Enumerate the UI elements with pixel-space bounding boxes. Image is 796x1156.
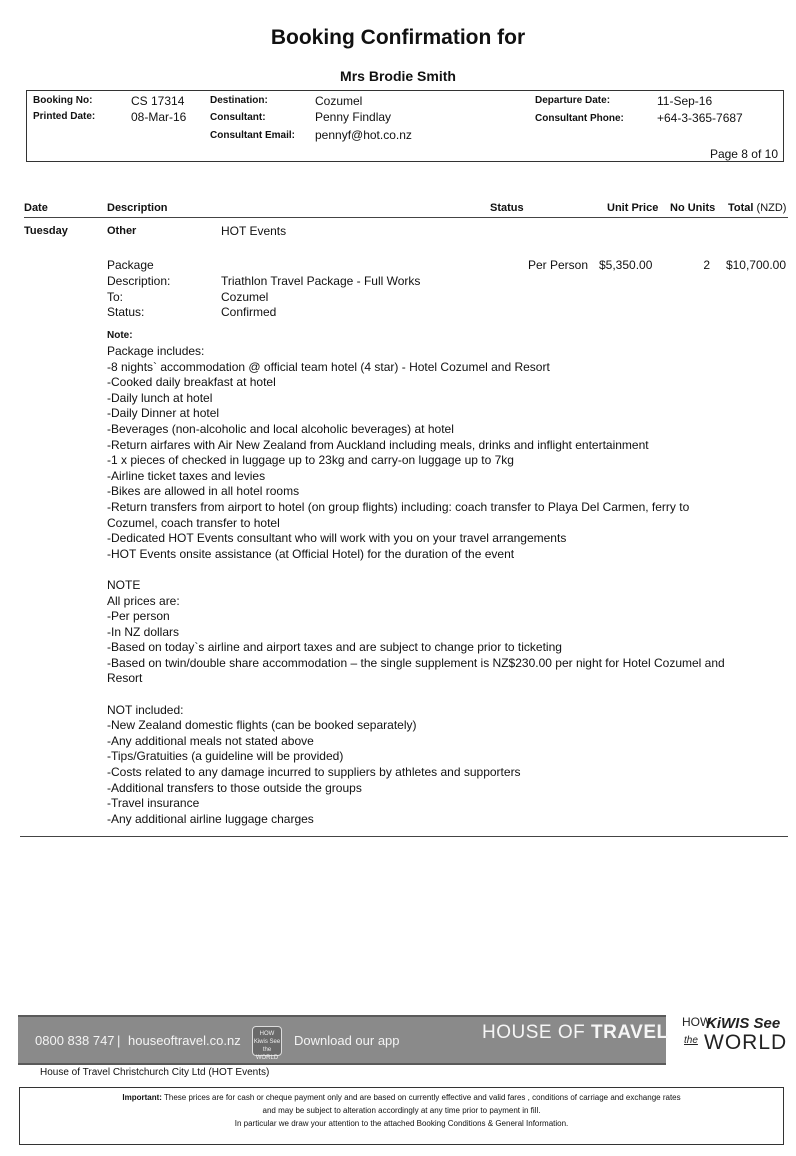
col-description-header: Description (107, 202, 168, 214)
important-line-2: and may be subject to alteration accordingly at any time prior to payment in fill. (262, 1106, 541, 1115)
col-unit-price-header: Unit Price (607, 202, 659, 214)
footer-website[interactable]: houseoftravel.co.nz (128, 1033, 241, 1048)
row-units: 2 (703, 258, 710, 272)
to-value: Cozumel (221, 290, 269, 304)
booking-no-value: CS 17314 (131, 94, 185, 108)
header-divider (24, 217, 788, 218)
consultant-value: Penny Findlay (315, 110, 392, 124)
row-per: Per Person (528, 258, 589, 272)
note-line: -Based on today`s airline and airport taxes and are subject to change prior to ticketing (107, 640, 562, 655)
note-line: -Additional transfers to those outside the groups (107, 780, 362, 795)
status-value: Confirmed (221, 305, 277, 319)
note-line: -1 x pieces of checked in luggage up to 23kg and carry-on luggage up to 7kg (107, 453, 514, 468)
kiwis-logo-kiwis: KiWIS See (706, 1015, 781, 1032)
note-line: -Return airfares with Air New Zealand from Auckland including meals, drinks and inflight entertainment (107, 437, 649, 452)
col-total-header (728, 202, 786, 214)
house-of-travel-logo (482, 1022, 669, 1044)
row-day: Tuesday (24, 225, 68, 237)
description-label: Description: (107, 274, 171, 288)
note-line: -Any additional meals not stated above (107, 733, 314, 748)
description-value: Triathlon Travel Package - Full Works (221, 274, 421, 288)
consultant-phone-label: Consultant Phone: (535, 113, 624, 124)
col-date-header: Date (24, 202, 48, 214)
page-number: Page 8 of 10 (709, 147, 778, 161)
destination-value: Cozumel (315, 94, 363, 108)
footer-download-app[interactable]: Download our app (294, 1033, 400, 1048)
note-label: Note: (107, 330, 133, 341)
important-label: Important: (122, 1093, 162, 1102)
footer-phone[interactable]: 0800 838 747 (35, 1033, 115, 1048)
to-label: To: (107, 290, 124, 304)
note-line: All prices are: (107, 593, 180, 608)
row-total: $10,700.00 (725, 258, 786, 272)
note-line (107, 687, 725, 703)
important-line-3: In particular we draw your attention to the attached Booking Conditions & General Information. (234, 1119, 569, 1128)
note-line: -Per person (107, 609, 170, 624)
note-line: -Daily lunch at hotel (107, 390, 213, 405)
note-line: -HOT Events onsite assistance (at Official Hotel) for the duration of the event (107, 546, 515, 561)
booking-no-label: Booking No: (33, 95, 93, 106)
note-line: Resort (107, 671, 143, 686)
note-line: -Daily Dinner at hotel (107, 406, 220, 421)
consultant-email-value: pennyf@hot.co.nz (315, 128, 412, 142)
note-line: -Airline ticket taxes and levies (107, 468, 266, 483)
col-no-units-header: No Units (670, 202, 716, 214)
row-supplier: HOT Events (221, 224, 287, 238)
row-unit-price: $5,350.00 (599, 258, 653, 272)
note-line: -Dedicated HOT Events consultant who will work with you on your travel arrangements (107, 531, 567, 546)
status-label: Status: (107, 305, 145, 319)
row-category: Other (107, 225, 137, 237)
row-divider (20, 836, 788, 837)
kiwis-logo-the: the (684, 1035, 698, 1046)
page-title: Booking Confirmation for (270, 26, 526, 49)
footer-separator: | (117, 1033, 121, 1048)
note-line: -In NZ dollars (107, 624, 180, 639)
kiwis-logo-world: WORLD (704, 1031, 788, 1054)
note-line: -Tips/Gratuities (a guideline will be provided) (107, 749, 344, 764)
departure-date-value: 11-Sep-16 (657, 94, 713, 108)
note-line: NOTE (107, 577, 141, 592)
departure-date-label: Departure Date: (535, 95, 611, 106)
note-line: -Travel insurance (107, 796, 200, 811)
col-total-unit: (NZD) (756, 202, 787, 214)
company-name: House of Travel Christchurch City Ltd (HOT Events) (40, 1067, 270, 1078)
important-text-1: These prices are for cash or cheque payment only and are based on currently effective and valid fares , conditions of carriage and exchange rates (164, 1093, 681, 1102)
app-icon[interactable]: HOW Kiwis See the WORLD (252, 1026, 282, 1056)
brand-travel: TRAVEL (591, 1022, 669, 1043)
note-line: -8 nights` accommodation @ official team hotel (4 star) - Hotel Cozumel and Resort (107, 359, 550, 374)
consultant-phone-value: +64-3-365-7687 (657, 111, 743, 125)
col-total-label: Total (728, 202, 754, 214)
printed-date-label: Printed Date: (33, 111, 96, 122)
col-status-header: Status (490, 202, 524, 214)
note-line: -Any additional airline luggage charges (107, 811, 314, 826)
consultant-label: Consultant: (210, 112, 266, 123)
printed-date-value: 08-Mar-16 (131, 110, 187, 124)
kiwis-logo-how: HOW (682, 1015, 712, 1029)
note-line: NOT included: (107, 702, 184, 717)
note-line: -Beverages (non-alcoholic and local alcoholic beverages) at hotel (107, 421, 454, 436)
note-line: -Return transfers from airport to hotel (on group flights) including: coach transfer to Playa Del Carmen, ferry to (107, 499, 690, 514)
note-line: -Based on twin/double share accommodation – the single supplement is NZ$230.00 per night for Hotel Cozumel and (107, 655, 725, 670)
notes-block (107, 344, 725, 827)
package-label: Package (107, 258, 154, 272)
note-line: Package includes: (107, 344, 205, 358)
note-line: -Costs related to any damage incurred to suppliers by athletes and supporters (107, 765, 521, 780)
important-line-1 (19, 1093, 784, 1102)
note-line: -Bikes are allowed in all hotel rooms (107, 484, 300, 499)
customer-name: Mrs Brodie Smith (340, 68, 456, 84)
note-line: Cozumel, coach transfer to hotel (107, 515, 280, 530)
note-line: -Cooked daily breakfast at hotel (107, 375, 276, 390)
destination-label: Destination: (210, 95, 268, 106)
note-line: -New Zealand domestic flights (can be booked separately) (107, 718, 417, 733)
note-line (107, 562, 725, 578)
consultant-email-label: Consultant Email: (210, 130, 296, 141)
brand-house: HOUSE OF (482, 1022, 586, 1043)
